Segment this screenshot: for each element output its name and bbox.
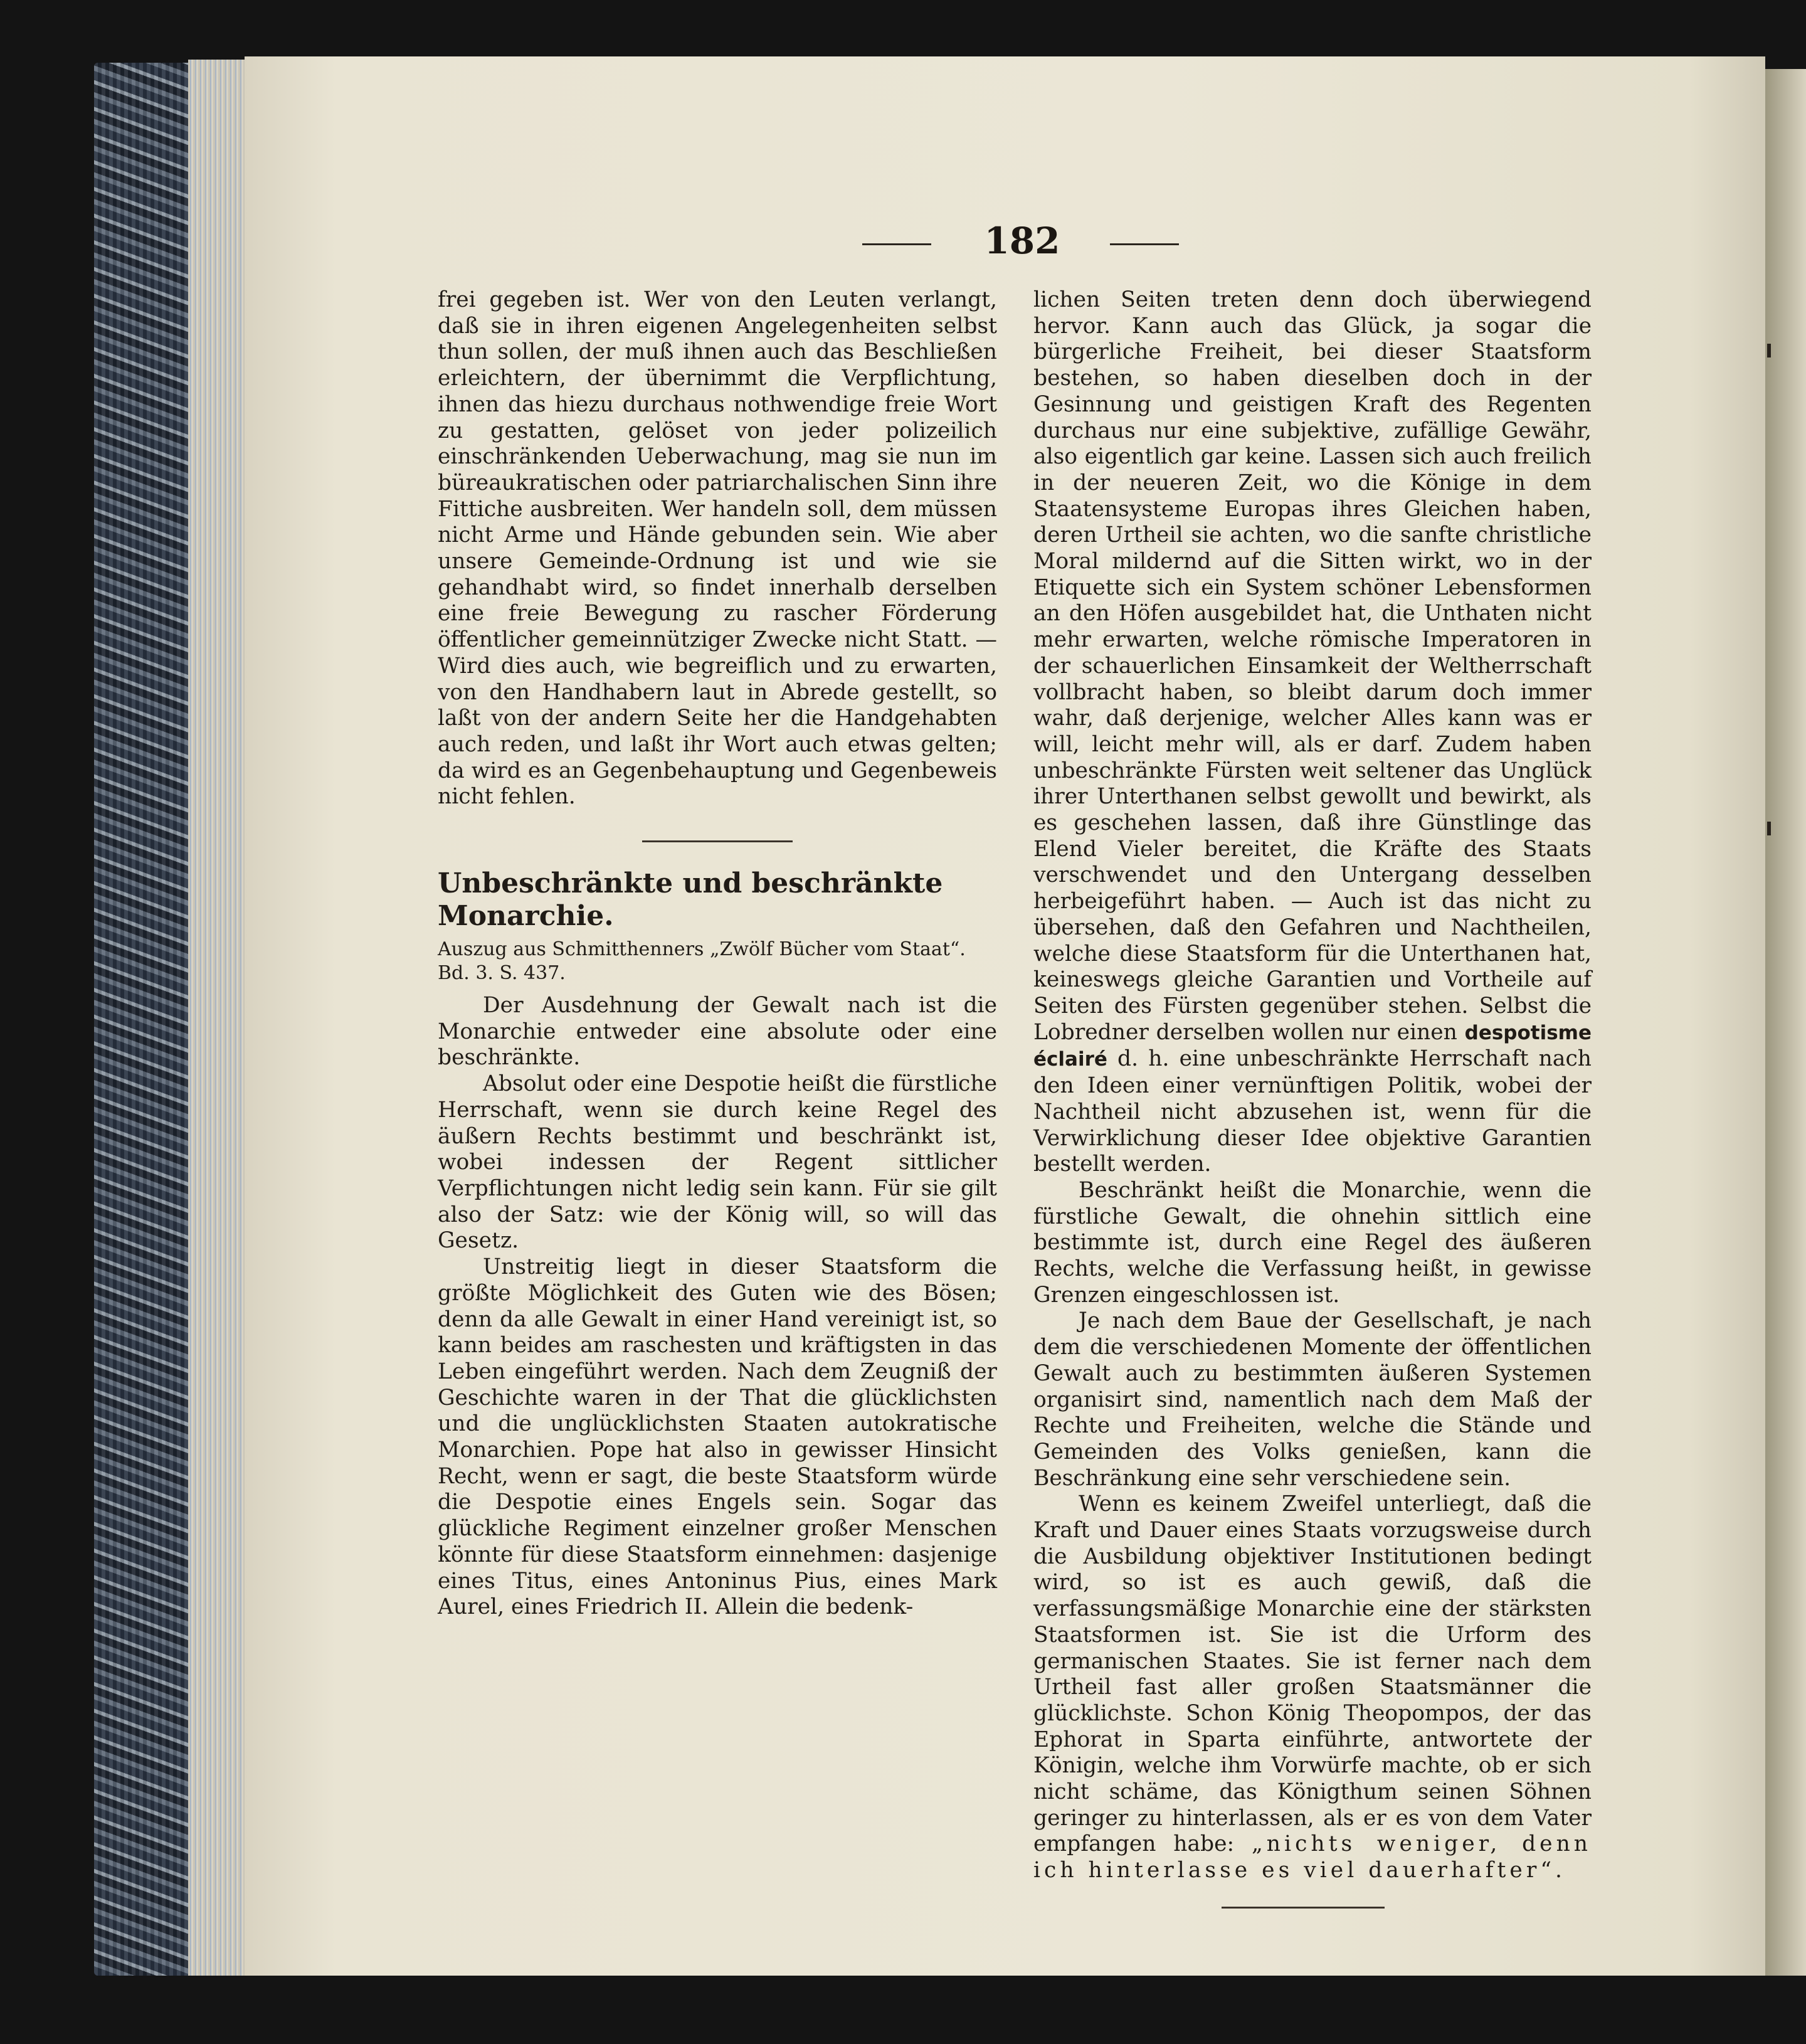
- margin-mark: [1767, 344, 1771, 357]
- right-column: [1033, 287, 1592, 1909]
- article-paragraph: Absolut oder eine Despotie heißt die fürstliche Herrschaft, wenn sie durch keine Regel des äußern Rechts bestimmt und beschränkt ist, wobei indessen der Regent sittlicher Verpflichtungen nicht ledig sein kann. Für sie gilt also der Satz: wie der König will, so will das Gesetz.: [438, 1071, 997, 1254]
- end-rule: [1222, 1907, 1385, 1909]
- folio-rule-right: [1110, 243, 1179, 245]
- article-paragraph: Unstreitig liegt in dieser Staatsform die größte Möglichkeit des Guten wie des Bösen; denn da alle Gewalt in einer Hand vereinigt ist, so kann beides am raschesten und kräftigsten in das Leben eingeführt werden. Nach dem Zeugniß der Geschichte waren in der That die glücklichsten und die unglücklichsten Staaten autokratische Monarchien. Pope hat also in gewisser Hinsicht Recht, wenn er sagt, die beste Staatsform würde die Despotie eines Engels sein. Sogar das glückliche Regiment einzelner großer Menschen könnte für diese Staatsform einnehmen: dasjenige eines Titus, eines Antoninus Pius, eines Mark Aurel, eines Friedrich II. Allein die bedenk-: [438, 1254, 997, 1620]
- article-source-line1: Auszug aus Schmitthenners „Zwölf Bücher vom Staat“.: [438, 938, 966, 961]
- section-separator: [642, 840, 793, 842]
- quoted-reply: „nichts weniger, denn ich hinterlasse es viel dauerhafter“.: [1033, 1831, 1592, 1883]
- facing-page-edge: [1765, 69, 1806, 1976]
- left-column: [438, 287, 997, 1621]
- article-title-line2: Monarchie.: [438, 900, 614, 933]
- right-column-paragraph: Je nach dem Baue der Gesellschaft, je nach dem die verschiedenen Momente der öffentlichen Gewalt auch zu bestimmten äußeren Systemen organisirt sind, namentlich nach dem Maß der Rechte und Freiheiten, welche die Stände und Gemeinden des Volks genießen, kann die Beschränkung eine sehr verschiedene sein.: [1033, 1308, 1592, 1491]
- article-title-line1: Unbeschränkte und beschränkte: [438, 867, 943, 900]
- margin-mark: [1767, 822, 1771, 835]
- article-paragraph: Der Ausdehnung der Gewalt nach ist die Monarchie entweder eine absolute oder eine beschränkte.: [438, 993, 997, 1071]
- article-source-line2: Bd. 3. S. 437.: [438, 962, 566, 985]
- folio-rule-left: [862, 243, 931, 245]
- right-column-paragraph: Beschränkt heißt die Monarchie, wenn die fürstliche Gewalt, die ohnehin sittlich eine bestimmte ist, durch eine Regel des äußeren Rechts, welche die Verfassung heißt, in gewisse Grenzen eingeschlossen ist.: [1033, 1177, 1592, 1308]
- paragraph-text: Wenn es keinem Zweifel unterliegt, daß die Kraft und Dauer eines Staats vorzugsweise durch die Ausbildung objektiver Institutionen bedingt wird, so ist es auch gewiß, daß die verfassungsmäßige Monarchie eine der stärksten Staatsformen ist. Sie ist die Urform des germanischen Staates. Sie ist ferner nach dem Urtheil fast aller großen Staatsmänner die glücklichste. Schon König Theopompos, der das Ephorat in Sparta einführte, antwortete der Königin, welche ihm Vorwürfe machte, ob er sich nicht schäme, das Königthum seinen Söhnen geringer zu hinterlassen, als er es von dem Vater empfangen habe:: [1033, 1491, 1592, 1857]
- french-term: despotisme éclairé: [1033, 1021, 1592, 1071]
- paragraph-text: lichen Seiten treten denn doch überwiegend hervor. Kann auch das Glück, ja sogar die bürgerliche Freiheit, bei dieser Staatsform bestehen, so haben dieselben doch in der Gesinnung und geistigen Kraft des Regenten durchaus nur eine subjektive, zufällige Gewähr, also eigentlich gar keine. Lassen sich auch freilich in der neueren Zeit, wo die Könige in dem Staatensysteme Europas ihres Gleichen haben, deren Urtheil sie achten, wo die sanfte christliche Moral mildernd auf die Sitten wirkt, wo in der Etiquette sich ein System schöner Lebensformen an den Höfen ausgebildet hat, die Unthaten nicht mehr erwarten, welche römische Imperatoren in der schauerlichen Einsamkeit der Weltherrschaft vollbracht haben, so bleibt darum doch immer wahr, daß derjenige, welcher Alles kann was er will, leicht mehr will, als er darf. Zudem haben unbeschränkte Fürsten weit seltener das Unglück ihrer Unterthanen selbst gewollt und bewirkt, als es geschehen lassen, daß ihre Günstlinge das Elend Vieler bereitet, die Kräfte des Staats verschwendet und den Untergang desselben herbeigeführt haben. — Auch ist das nicht zu übersehen, daß den Gefahren und Nachtheilen, welche diese Staatsform für die Unterthanen hat, keineswegs gleiche Garantien und Vortheile auf Seiten des Fürsten gegenüber stehen. Selbst die Lobredner derselben wollen nur einen: [1033, 287, 1592, 1045]
- paragraph-text: d. h. eine unbeschränkte Herrschaft nach den Ideen einer vernünftigen Politik, wobei der Nachtheil nicht abzusehen ist, wenn für die Verwirklichung dieser Idee objektive Garantien bestellt werden.: [1033, 1046, 1592, 1177]
- right-column-paragraph: [1033, 1491, 1592, 1884]
- page-stack-edge: [188, 60, 248, 1976]
- right-column-paragraph: [1033, 287, 1592, 1178]
- left-column-paragraph: frei gegeben ist. Wer von den Leuten verlangt, daß sie in ihren eigenen Angelegenheiten selbst thun sollen, der muß ihnen auch das Beschließen erleichtern, der übernimmt die Verpflichtung, ihnen das hiezu durchaus nothwendige freie Wort zu gestatten, gelöset von jeder polizeilich einschränkenden Ueberwachung, mag sie nun im büreaukratischen oder patriarchalischen Sinn ihre Fittiche ausbreiten. Wer handeln soll, dem müssen nicht Arme und Hände gebunden sein. Wie aber unsere Gemeinde-Ordnung ist und wie sie gehandhabt wird, so findet innerhalb derselben eine freie Bewegung zu rascher Förderung öffentlicher gemeinnütziger Zwecke nicht Statt. — Wird dies auch, wie begreiflich und zu erwarten, von den Handhabern laut in Abrede gestellt, so laßt von der andern Seite her die Handgehabten auch reden, und laßt ihr Wort auch etwas gelten; da wird es an Gegenbehauptung und Gegenbeweis nicht fehlen.: [438, 287, 997, 810]
- page-number: 182: [984, 220, 1060, 262]
